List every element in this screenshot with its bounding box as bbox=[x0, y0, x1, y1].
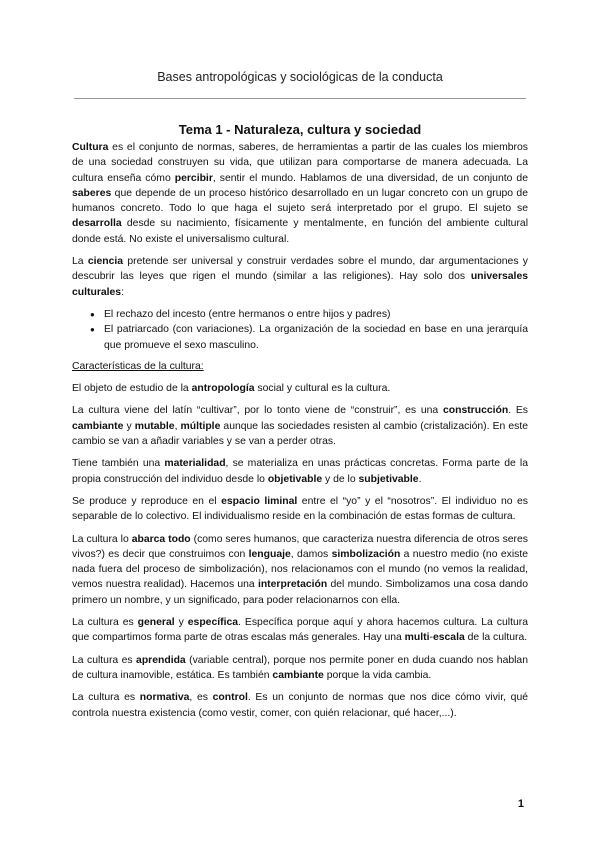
section-heading: Características de la cultura: bbox=[72, 360, 204, 372]
intro-section bbox=[72, 140, 528, 300]
bold-term: múltiple bbox=[180, 420, 221, 432]
bold-term: multi bbox=[404, 632, 430, 644]
text-run: . Es bbox=[508, 405, 528, 417]
bold-term: percibir bbox=[174, 172, 213, 184]
text-run: social y cultural es la cultura. bbox=[254, 383, 391, 395]
bold-term: materialidad bbox=[164, 458, 226, 470]
text-run: de la cultura. bbox=[464, 632, 528, 644]
paragraph bbox=[72, 615, 528, 646]
paragraph bbox=[72, 653, 528, 684]
paragraph bbox=[72, 494, 528, 525]
bold-term: normativa bbox=[139, 692, 190, 704]
bold-term: simbolización bbox=[331, 548, 401, 560]
paragraph bbox=[72, 381, 528, 396]
bold-term: control bbox=[212, 692, 248, 704]
text-run: (como seres humanos, que caracteriza nuestra diferencia de otros seres vivos?) es decir que construimos con bbox=[72, 533, 528, 560]
bold-term: desarrolla bbox=[72, 218, 122, 230]
text-run: , es bbox=[189, 692, 213, 704]
text-run: Tiene también una bbox=[72, 458, 165, 470]
bold-term: antropología bbox=[191, 383, 255, 395]
text-run: desde su nacimiento, físicamente y mentalmente, en función del ambiente cultural donde está. No existe el universalismo cultural. bbox=[72, 218, 528, 245]
text-run: , se materializa en unas prácticas concretas. Forma parte de la propia construcción del individuo desde lo bbox=[72, 458, 528, 485]
paragraph bbox=[72, 403, 528, 449]
page-header: Bases antropológicas y sociológicas de la conducta bbox=[157, 70, 443, 84]
text-run: y de lo bbox=[322, 473, 359, 485]
bold-term: ciencia bbox=[87, 256, 124, 268]
bold-term: aprendida bbox=[136, 654, 186, 666]
page-title: Tema 1 - Naturaleza, cultura y sociedad bbox=[178, 122, 422, 137]
bold-term: lenguaje bbox=[248, 548, 291, 560]
bold-term: cambiante bbox=[72, 420, 124, 432]
bold-term: específica bbox=[187, 617, 239, 629]
text-run: aunque las sociedades resisten al cambio (cristalización). En este cambio se van a añadir variables y se van a perder otras. bbox=[72, 420, 528, 448]
header-divider bbox=[74, 98, 526, 99]
bold-term: mutable bbox=[134, 420, 175, 432]
bold-term: abarca todo bbox=[131, 533, 191, 545]
text-run: , damos bbox=[290, 548, 332, 560]
paragraph bbox=[72, 140, 528, 247]
bold-term: objetivable bbox=[267, 473, 323, 485]
text-run: , bbox=[174, 420, 181, 432]
text-run: La cultura es bbox=[72, 654, 137, 666]
text-run: La cultura es bbox=[72, 617, 138, 629]
page-number: 1 bbox=[517, 798, 524, 810]
text-run: entre el “yo” y el “nosotros”. El individuo no es separable de lo colectivo. El individualismo reside en la combinación de estas formas de cultura. bbox=[72, 495, 529, 523]
bold-term: Cultura bbox=[72, 142, 109, 153]
text-run: es el conjunto de normas, saberes, de herramientas a partir de las cuales los miembros de una sociedad construyen su vida, que utilizan para comportarse de manera adecuada. La cultura enseña cómo bbox=[72, 142, 528, 184]
text-run: , sentir el mundo. Hablamos de una diversidad, de un conjunto de bbox=[212, 172, 528, 184]
text-run: . Específica porque aquí y ahora hacemos cultura. La cultura que compartimos forma parte de otras escalas más generales. Hay una bbox=[72, 617, 528, 644]
text-run: La cultura es bbox=[72, 692, 140, 704]
bold-term: subjetivable bbox=[358, 473, 419, 485]
document-body bbox=[72, 140, 528, 728]
universals-list bbox=[72, 307, 528, 353]
bold-term: universales culturales bbox=[72, 271, 528, 298]
list-item: ● El rechazo del incesto (entre hermanos o entre hijos y padres) bbox=[90, 307, 528, 322]
paragraph bbox=[72, 254, 528, 300]
bold-term: general bbox=[137, 617, 175, 629]
text-run: y bbox=[174, 617, 188, 629]
characteristics-section bbox=[72, 381, 528, 721]
text-run: - bbox=[429, 632, 433, 644]
text-run: La cultura lo bbox=[72, 533, 132, 545]
text-run: y bbox=[123, 420, 135, 432]
bold-term: escala bbox=[432, 632, 465, 644]
text-run: (variable central), porque nos permite poner en duda cuando nos hablan de cultura inamovible, estática. Es también bbox=[72, 654, 528, 681]
bold-term: espacio liminal bbox=[221, 495, 298, 507]
paragraph bbox=[72, 690, 528, 721]
text-run: El objeto de estudio de la bbox=[72, 383, 192, 395]
bold-term: saberes bbox=[72, 187, 112, 199]
text-run: La cultura viene del latín “cultivar”, por lo tonto viene de “construir”, es una bbox=[72, 405, 443, 417]
text-run: a nuestro medio (no existe nada fuera del proceso de simbolización), nos relacionamos con el mundo (no vemos la realidad, vemos nuestra realidad). Hacemos una bbox=[72, 548, 528, 591]
text-run: pretende ser universal y construir verdades sobre el mundo, dar argumentaciones y descubrir las leyes que rigen el mundo (similar a las religiones). Hay solo dos bbox=[72, 256, 528, 283]
text-run: que depende de un proceso histórico desarrollado en un lugar concreto con un grupo de humanos concreto. Todo lo que haga el sujeto será interpretado por el grupo. El sujeto se bbox=[72, 187, 528, 215]
bold-term: interpretación bbox=[257, 579, 328, 591]
paragraph bbox=[72, 532, 528, 608]
bold-term: construcción bbox=[442, 405, 509, 417]
bold-term: cambiante bbox=[272, 669, 324, 681]
paragraph bbox=[72, 456, 528, 487]
text-run: : bbox=[121, 286, 124, 298]
text-run: del mundo. Simbolizamos una cosa dando primero un nombre, y un significado, para poder relacionarnos con ella. bbox=[72, 579, 528, 606]
text-run: porque la vida cambia. bbox=[323, 669, 432, 681]
list-item: ● El patriarcado (con variaciones). La organización de la sociedad en base en una jerarquía que promueve el sexo masculino. bbox=[90, 322, 528, 353]
text-run: La bbox=[72, 256, 88, 268]
text-run: Se produce y reproduce en el bbox=[72, 495, 222, 507]
text-run: . bbox=[418, 473, 422, 485]
text-run: . Es un conjunto de normas que nos dice cómo vivir, qué controla nuestra existencia (como vestir, comer, con quién relacionar, qué hacer,...). bbox=[72, 692, 528, 719]
